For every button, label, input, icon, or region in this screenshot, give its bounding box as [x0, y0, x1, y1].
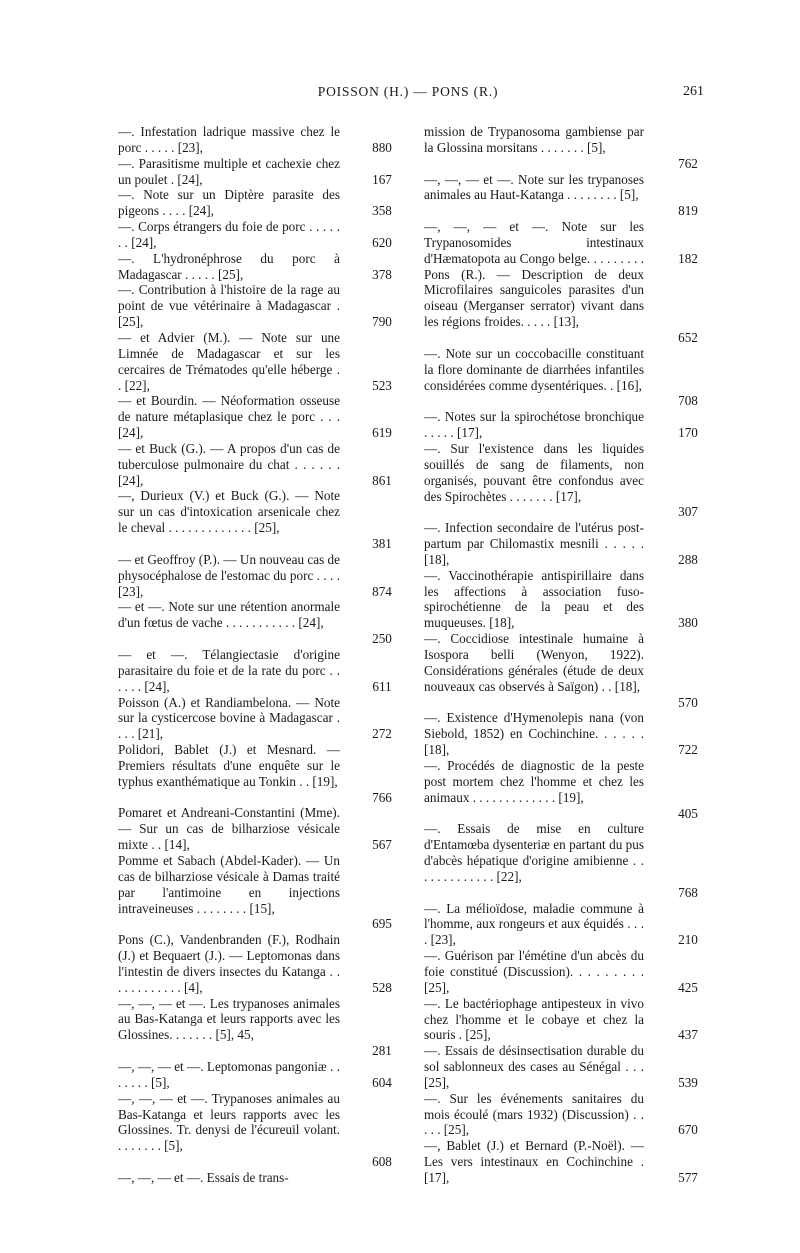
index-entry [118, 393, 392, 441]
index-entry [424, 171, 698, 220]
entry-text: —. L'hydronéphrose du porc à Madagascar . . . . . [25], [118, 250, 340, 282]
entry-text: —. Note sur un coccobacille constituant la flore dominante de diarrhées infantiles considérées comme dysentériques. . [16], [424, 345, 644, 393]
entry-page-number: 722 [678, 742, 698, 758]
entry-text: —. Guérison par l'émétine d'un abcès du foie constitué (Discussion). . . . . . . . . [25], [424, 948, 644, 995]
entry-text: Pons (R.). — Description de deux Microfilaires sanguicoles parasites d'un oiseau (Merganser serrator) vivant dans les régions froides. . . . . [13], [424, 266, 644, 330]
entry-text: —. Infestation ladrique massive chez le porc . . . . . [23], [118, 124, 340, 155]
index-entry [118, 329, 392, 393]
entry-page-number: 619 [372, 425, 392, 441]
index-entry [424, 409, 698, 441]
index-entry [118, 995, 392, 1059]
entry-page-number: 272 [372, 726, 392, 742]
entry-page-number: 611 [372, 678, 392, 694]
entry-page-number: 766 [372, 789, 392, 805]
index-entry [118, 155, 392, 188]
entry-text: —. Note sur un Diptère parasite des pigeons . . . . [24], [118, 187, 340, 219]
index-entry [118, 219, 392, 251]
entry-page-number: 425 [678, 979, 698, 995]
index-entry [118, 805, 392, 853]
entry-page-number: 620 [372, 234, 392, 250]
index-entry [118, 1090, 392, 1170]
index-entry [424, 710, 698, 758]
index-entry [424, 124, 698, 172]
entry-text: —. Existence d'Hymenolepis nana (von Siebold, 1852) en Cochinchine. . . . . . [18], [424, 710, 644, 758]
entry-page-number: 210 [678, 932, 698, 948]
right-column [424, 124, 698, 1186]
entry-text: Polidori, Bablet (J.) et Mesnard. — Premiers résultats d'une enquête sur le typhus exanthématique au Tonkin . . [19], [118, 742, 340, 789]
index-entry [424, 219, 698, 267]
entry-text: —, Durieux (V.) et Buck (G.). — Note sur un cas d'intoxication arsenicale chez le cheval . . . . . . . . . . . . . [25], [118, 488, 340, 536]
index-entry [118, 124, 392, 156]
entry-page-number: 861 [372, 472, 392, 488]
entry-text: —. Notes sur la spirochétose bronchique . . . . . [17], [424, 409, 644, 441]
entry-text: —. Essais de mise en culture d'Entamœba dysenteriæ en partant du pus d'abcès hépatique d'origine amibienne . . . . . . . . . . . . . [22], [424, 821, 644, 884]
entry-page-number: 437 [678, 1027, 698, 1043]
entry-text: mission de Trypanosoma gambiense par la Glossina morsitans . . . . . . . [5], [424, 124, 644, 155]
entry-page-number: 604 [372, 1074, 392, 1090]
index-entry [424, 900, 698, 949]
entry-page-number: 358 [372, 203, 392, 219]
entry-text: Poisson (A.) et Randiambelona. — Note sur la cysticercose bovine à Madagascar . . . . [21], [118, 694, 340, 742]
entry-text: —, —, — et —. Trypanoses animales au Bas-Katanga et leurs rapports avec les Glossines. Tr. denysi de l'écureuil volant. . . . . . . . [5], [118, 1090, 340, 1154]
index-entry [424, 1090, 698, 1139]
entry-page-number: 528 [372, 979, 392, 995]
index-entry [118, 488, 392, 552]
entry-page-number: 762 [678, 155, 698, 171]
index-entry [424, 821, 698, 900]
entry-page-number: 708 [678, 393, 698, 409]
entry-text: —. Procédés de diagnostic de la peste post mortem chez l'homme et chez les animaux . . . . . . . . . . . . . [19], [424, 757, 644, 805]
entry-page-number: 380 [678, 615, 698, 631]
index-entry [424, 995, 698, 1044]
entry-page-number: 250 [372, 631, 392, 647]
index-entry [424, 948, 698, 996]
entry-page-number: 405 [678, 805, 698, 821]
entry-page-number: 608 [372, 1154, 392, 1170]
entry-page-number: 768 [678, 884, 698, 900]
entry-text: —, —, — et —. Essais de trans- [118, 1169, 289, 1185]
entry-page-number: 819 [678, 203, 698, 219]
entry-text: — et Geoffroy (P.). — Un nouveau cas de physocéphalose de l'estomac du porc . . . . [23], [118, 551, 340, 599]
entry-text: —. Contribution à l'histoire de la rage au point de vue vétérinaire à Madagascar . [25], [118, 282, 340, 330]
entry-text: —, Bablet (J.) et Bernard (P.-Noël). — Les vers intestinaux en Cochinchine . [17], [424, 1138, 644, 1186]
index-entry [118, 250, 392, 283]
entry-text: — et —. Télangiectasie d'origine parasitaire du foie et de la rate du porc . . . . . . [24], [118, 646, 340, 694]
entry-page-number: 652 [678, 330, 698, 346]
index-entry [118, 694, 392, 743]
entry-text: —. Coccidiose intestinale humaine à Isospora belli (Wenyon, 1922). Considérations générales (étude de deux nouveaux cas observés à Saïgon) . . [18], [424, 631, 644, 694]
left-column [118, 124, 392, 1186]
index-entry [118, 932, 392, 995]
entry-text: —, —, — et —. Leptomonas pangoniæ . . . . . . . [5], [118, 1059, 340, 1090]
index-entry [424, 440, 698, 520]
entry-page-number: 182 [678, 250, 698, 266]
entry-page-number: 570 [678, 694, 698, 710]
entry-text: —, —, — et —. Note sur les trypanoses animales au Haut-Katanga . . . . . . . . [5], [424, 171, 644, 203]
index-entry [118, 1170, 340, 1186]
entry-page-number: 170 [678, 425, 698, 441]
entry-text: — et Buck (G.). — A propos d'un cas de tuberculose pulmonaire du chat . . . . . . [24], [118, 440, 340, 488]
index-entry [118, 1059, 392, 1091]
entry-text: —. Essais de désinsectisation durable du sol sablonneux des cases au Sénégal . . . [25], [424, 1043, 644, 1090]
entry-page-number: 307 [678, 504, 698, 520]
entry-text: —. Sur l'existence dans les liquides souillés de sang de filaments, non organisés, pouvant être confondus avec des Spirochètes . . . . . . . [17], [424, 440, 644, 504]
index-entry [118, 742, 392, 805]
index-entry [424, 266, 698, 346]
index-entry [424, 757, 698, 821]
entry-text: —. Le bactériophage antipesteux in vivo chez l'homme et le cobaye et chez la souris . [25], [424, 995, 644, 1043]
index-entry [118, 599, 392, 647]
entry-text: — et Bourdin. — Néoformation osseuse de nature métaplasique chez le porc . . . [24], [118, 393, 340, 441]
entry-text: —, —, — et —. Note sur les Trypanosomides intestinaux d'Hæmatopota au Congo belge. . . . . . . . . [424, 219, 644, 266]
index-entry [424, 1043, 698, 1091]
entry-text: Pons (C.), Vandenbranden (F.), Rodhain (J.) et Bequaert (J.). — Leptomonas dans l'intestin de divers insectes du Katanga . . . . . . . . . . . . [4], [118, 932, 340, 995]
index-entry [424, 520, 698, 568]
index-entry [118, 852, 392, 932]
entry-text: —. Parasitisme multiple et cachexie chez un poulet . [24], [118, 155, 340, 187]
entry-page-number: 288 [678, 551, 698, 567]
entry-text: Pomme et Sabach (Abdel-Kader). — Un cas de bilharziose vésicale à Damas traité par l'antimoine en injections intraveineuses . . . . . . . . [15], [118, 852, 340, 916]
entry-text: —. Vaccinothérapie antispirillaire dans les affections à association fuso-spirochétienne de la peau et des muqueuses. [18], [424, 567, 644, 631]
entry-page-number: 670 [678, 1122, 698, 1138]
index-entry [118, 646, 392, 695]
entry-text: — et Advier (M.). — Note sur une Limnée de Madagascar et sur les cercaires de Trématodes qu'elle héberge . . [22], [118, 329, 340, 393]
entry-text: —, —, — et —. Les trypanoses animales au Bas-Katanga et leurs rapports avec les Glossines. . . . . . . [5], 45, [118, 995, 340, 1043]
page-header [112, 84, 704, 104]
entry-page-number: 567 [372, 837, 392, 853]
index-entry [118, 282, 392, 330]
index-entry [424, 567, 698, 631]
running-head: POISSON (H.) — PONS (R.) [317, 84, 499, 99]
entry-page-number: 577 [678, 1170, 698, 1186]
entry-text: —. Sur les événements sanitaires du mois écoulé (mars 1932) (Discussion) . . . . . [25], [424, 1090, 644, 1138]
entry-page-number: 381 [372, 536, 392, 552]
entry-page-number: 167 [372, 171, 392, 187]
entry-page-number: 790 [372, 314, 392, 330]
index-entry [118, 440, 392, 489]
index-entry [424, 631, 698, 710]
entry-text: —. Corps étrangers du foie de porc . . . . . . . [24], [118, 219, 340, 250]
entry-page-number: 523 [372, 377, 392, 393]
entry-text: — et —. Note sur une rétention anormale d'un fœtus de vache . . . . . . . . . . . [24], [118, 599, 340, 631]
index-entry [424, 345, 698, 409]
entry-page-number: 378 [372, 266, 392, 282]
entry-page-number: 281 [372, 1043, 392, 1059]
entry-text: —. Infection secondaire de l'utérus post-partum par Chilomastix mesnili . . . . . [18], [424, 520, 644, 567]
entry-page-number: 539 [678, 1074, 698, 1090]
entry-text: —. La mélioïdose, maladie commune à l'homme, aux rongeurs et aux équidés . . . . [23], [424, 900, 644, 948]
index-entry [118, 551, 392, 600]
page-number: 261 [683, 84, 704, 99]
entry-page-number: 874 [372, 583, 392, 599]
entry-page-number: 880 [372, 139, 392, 155]
entry-text: Pomaret et Andreani-Constantini (Mme). — Sur un cas de bilharziose vésicale mixte . . [14], [118, 805, 340, 853]
index-entry [424, 1138, 698, 1186]
index-entry [118, 187, 392, 219]
entry-page-number: 695 [372, 916, 392, 932]
